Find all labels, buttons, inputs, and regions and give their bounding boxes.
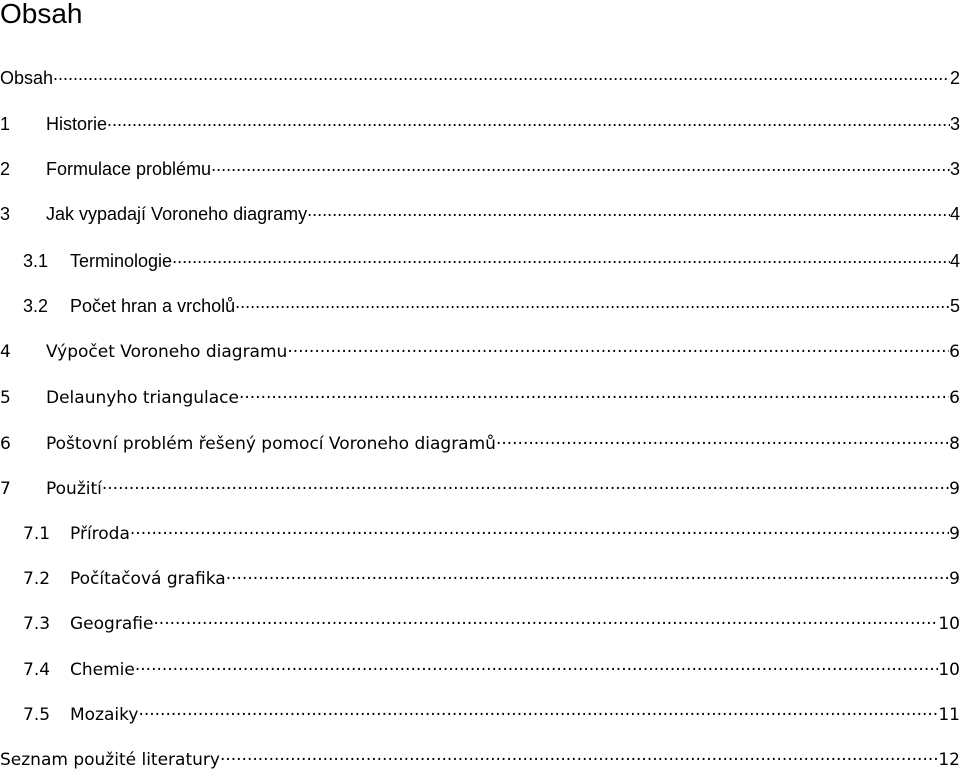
toc-dot-leader xyxy=(235,294,950,312)
toc-entry-title: Geografie xyxy=(70,614,154,634)
toc-entry-page: 3 xyxy=(949,159,960,179)
toc-entry-pouziti[interactable] xyxy=(0,476,960,502)
toc-entry-number: 7.2 xyxy=(23,569,51,589)
toc-entry-title: Počet hran a vrcholů xyxy=(70,296,236,316)
toc-dot-leader xyxy=(226,566,949,584)
toc-entry-number: 7.5 xyxy=(23,705,51,725)
toc-dot-leader xyxy=(287,339,949,357)
toc-entry-page: 9 xyxy=(949,569,960,589)
toc-dot-leader xyxy=(135,657,939,675)
toc-entry-title: Formulace problému xyxy=(46,159,212,179)
toc-entry-geografie[interactable] xyxy=(0,611,960,637)
toc-entry-title: Jak vypadají Voroneho diagramy xyxy=(46,204,308,224)
toc-dot-leader xyxy=(153,611,938,629)
toc-entry-number: 7 xyxy=(0,479,11,499)
toc-entry-title: Seznam použité literatury xyxy=(0,750,220,770)
toc-entry-page: 6 xyxy=(949,388,960,408)
toc-entry-title: Poštovní problém řešený pomocí Voroneho diagramů xyxy=(46,434,496,454)
toc-dot-leader xyxy=(211,157,950,175)
toc-dot-leader xyxy=(138,702,938,720)
toc-dot-leader xyxy=(307,202,950,220)
toc-entry-mozaiky[interactable] xyxy=(0,702,960,728)
toc-entry-number: 6 xyxy=(0,434,11,454)
toc-dot-leader xyxy=(239,385,949,403)
toc-dot-leader xyxy=(107,112,950,130)
toc-entry-pocitacova-grafika[interactable] xyxy=(0,566,960,592)
toc-entry-page: 4 xyxy=(949,204,960,224)
toc-entry-number: 7.4 xyxy=(23,660,51,680)
toc-entry-delaunyho[interactable] xyxy=(0,385,960,411)
toc-entry-page: 11 xyxy=(938,705,960,725)
toc-dot-leader xyxy=(172,249,950,267)
toc-entry-title: Delaunyho triangulace xyxy=(46,388,239,408)
toc-entry-page: 2 xyxy=(949,68,960,88)
toc-dot-leader xyxy=(102,476,949,494)
toc-entry-obsah[interactable] xyxy=(0,65,960,91)
toc-entry-page: 8 xyxy=(949,434,960,454)
toc-entry-priroda[interactable] xyxy=(0,521,960,547)
page-title: Obsah xyxy=(0,0,83,29)
toc-entry-number: 3 xyxy=(0,204,11,224)
toc-entry-page: 9 xyxy=(949,524,960,544)
toc-entry-page: 12 xyxy=(938,750,960,770)
toc-entry-title: Příroda xyxy=(70,524,130,544)
toc-entry-seznam-literatury[interactable] xyxy=(0,747,960,773)
toc-entry-number: 2 xyxy=(0,159,11,179)
toc-entry-page: 10 xyxy=(938,614,960,634)
toc-entry-page: 3 xyxy=(949,114,960,134)
toc-dot-leader xyxy=(496,431,949,449)
toc-entry-postovni-problem[interactable] xyxy=(0,431,960,457)
toc-entry-vypocet[interactable] xyxy=(0,339,960,365)
toc-entry-title: Historie xyxy=(46,114,108,134)
toc-entry-number: 4 xyxy=(0,342,11,362)
toc-entry-title: Mozaiky xyxy=(70,705,139,725)
toc-entry-number: 5 xyxy=(0,388,11,408)
toc-entry-title: Výpočet Voroneho diagramu xyxy=(46,342,288,362)
toc-entry-page: 10 xyxy=(938,660,960,680)
toc-dot-leader xyxy=(130,521,949,539)
toc-entry-title: Počítačová grafika xyxy=(70,569,226,589)
toc-entry-formulace-problemu[interactable] xyxy=(0,156,960,182)
toc-dot-leader xyxy=(53,66,950,84)
toc-entry-page: 5 xyxy=(949,296,960,316)
toc-entry-historie[interactable] xyxy=(0,111,960,137)
toc-entry-title: Chemie xyxy=(70,660,135,680)
toc-entry-pocet-hran[interactable] xyxy=(0,293,960,319)
toc-entry-terminologie[interactable] xyxy=(0,248,960,274)
toc-entry-number: 7.1 xyxy=(23,524,51,544)
toc-entry-page: 4 xyxy=(949,251,960,271)
toc-entry-number: 3.2 xyxy=(23,296,49,316)
toc-entry-number: 3.1 xyxy=(23,251,49,271)
toc-entry-title: Použití xyxy=(46,479,102,499)
toc-entry-title: Terminologie xyxy=(70,251,173,271)
toc-entry-number: 7.3 xyxy=(23,614,51,634)
toc-entry-number: 1 xyxy=(0,114,11,134)
toc-entry-page: 9 xyxy=(949,479,960,499)
toc-entry-chemie[interactable] xyxy=(0,657,960,683)
toc-dot-leader xyxy=(220,747,938,765)
toc-entry-page: 6 xyxy=(949,342,960,362)
toc-entry-title: Obsah xyxy=(0,68,54,88)
toc-entry-jak-vypadaji[interactable] xyxy=(0,201,960,227)
